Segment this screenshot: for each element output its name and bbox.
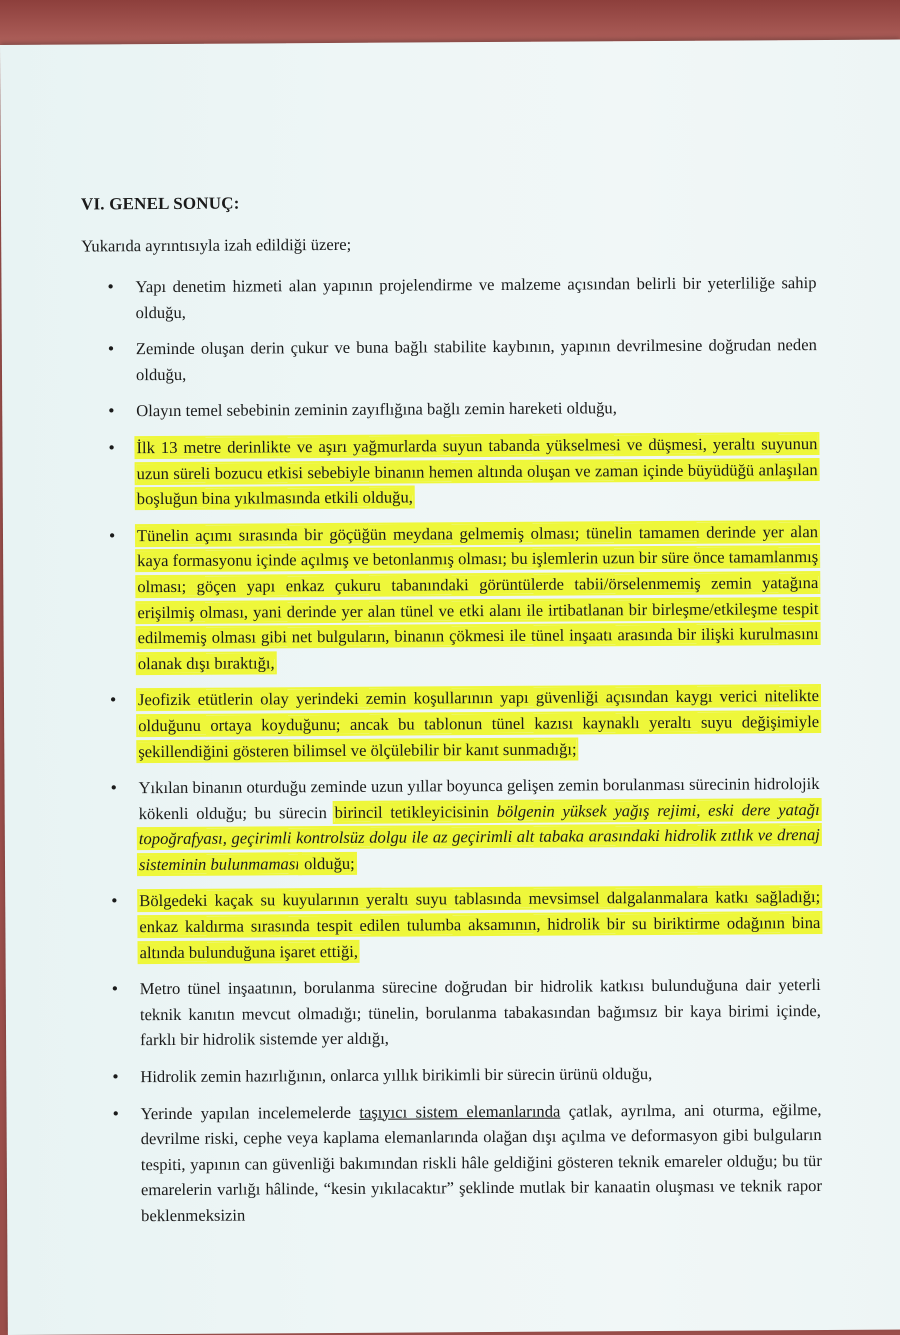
item-text: Hidrolik zemin hazırlığının, onlarca yıllık birikimli bir sürecin ürünü olduğu, — [140, 1064, 653, 1087]
bullet-icon: • — [108, 525, 116, 546]
list-item — [86, 1097, 822, 1229]
item-text: Metro tünel inşaatının, borulanma sürecine doğrudan bir hidrolik katkısı bulunduğuna dair yeterli teknik kanıtın mevcut olmadığı; tünelin, borulanma tabakasından bağımsız bir kaya birimi içinde, farklı bir hidrolik sistemde yer aldığı, — [139, 975, 821, 1050]
item-text: Olayın temel sebebinin zeminin zayıflığına bağlı zemin hareketi olduğu, — [136, 398, 617, 421]
document-page — [0, 40, 900, 1335]
bullet-icon: • — [107, 338, 115, 359]
highlighted-text: Jeofizik etütlerin olay yerindeki zemin koşullarının yapı güvenliği açısından kaygı verici nitelikte olduğunu ortaya koyduğunu; ancak bu tablonun tünel kazısı kaynaklı yeraltı suyu değişimiyle şekillendiğini gösteren bilimsel ve ölçülebilir bir kanıt sunmadığı; — [137, 686, 820, 761]
list-item — [82, 431, 817, 512]
list-item — [83, 519, 819, 677]
list-item — [85, 884, 820, 965]
highlighted-text: Bölgedeki kaçak su kuyularının yeraltı suyu tablasında mevsimsel dalgalanmalara katkı sağladığı; enkaz kaldırma sırasında tespit edilen tulumba aksamının, hidrolik bir su biriktirme odağının bina altında bulunduğuna işaret ettiği, — [139, 887, 821, 962]
highlighted-text: Tünelin açımı sırasında bir göçüğün meydana gelmemiş olması; tünelin tamamen derinde yer alan kaya formasyonu içinde açılmış ve betonlanmış olması; bu işlemlerin uzun bir süre önce tamamlanmış olması; göçen yapı enkaz çukuru tabanındaki görüntülerde tabii/örselenmemiş zemin yatağına erişilmiş olması, yani derinde yer alan tünel ve etki alanı ile irtibatlanan bir birleşme/etkileşme tespit edilmemiş olması gibi net bulguların, binanın çökmesi ile tünel inşaatı arasında bir ilişki kurulmasını olanak dışı bıraktığı, — [136, 521, 819, 673]
highlighted-text: olduğu; — [299, 853, 355, 874]
item-text: Zeminde oluşan derin çukur ve buna bağlı stabilite kaybının, yapının devrilmesine doğrudan neden olduğu, — [135, 335, 817, 384]
item-text: Yerinde yapılan incelemelerde — [140, 1102, 360, 1123]
section-heading: VI. GENEL SONUÇ: — [80, 193, 240, 214]
list-item — [86, 972, 821, 1053]
bullet-icon: • — [108, 400, 115, 421]
highlighted-text: birincil tetikleyicisinin — [334, 801, 497, 822]
highlighted-italic-text: bölgenin yüksek yağış rejimi, eski dere yatağı topoğrafyası, geçirimli kontrolsüz dolgu ile az geçirimli alt tabaka arasındaki hidrolik zıtlık ve drenaj sisteminin bulunmaması — [138, 799, 820, 875]
list-item — [86, 1060, 821, 1090]
bullet-icon: • — [110, 777, 117, 798]
bullet-icon: • — [109, 689, 117, 710]
bullet-icon: • — [108, 437, 115, 458]
item-text: çatlak, ayrılma, ani oturma, eğilme, devrilme riski, cephe veya kaplama elemanlarında olağan dışı açılma ve deformasyon gibi bulguların tespiti, yapının can güvenliği bakımından riskli hâle geldiğini gösteren teknik emareler olduğu; bu tür emarelerin varlığı hâlinde, “kesin yıkılacaktır” şeklinde mutlak bir kanaatin oluşması ve teknik rapor beklenmeksizin — [140, 1099, 823, 1226]
highlighted-text: İlk 13 metre derinlikte ve aşırı yağmurlarda suyun tabanda yükselmesi ve düşmesi, yeraltı suyunun uzun süreli bozucu etkisi sebebiyle binanın hemen altında oluşan ve zaman içinde büyüdüğü anlaşılan boşluğun bina yıkılmasında etkili olduğu, — [136, 433, 818, 509]
list-item — [84, 683, 819, 764]
bullet-icon: • — [111, 978, 119, 999]
underlined-text: taşıyıcı sistem elemanlarında — [359, 1101, 561, 1122]
list-item — [81, 270, 816, 326]
list-item — [84, 771, 820, 878]
intro-text: Yukarıda ayrıntısıyla izah edildiği üzere; — [81, 234, 352, 256]
bullet-icon: • — [111, 890, 118, 911]
bullet-icon: • — [107, 276, 114, 297]
item-text: Yıkılan binanın oturduğu zeminde uzun yıllar boyunca gelişen zemin borulanması sürecinin hidrolojik kökenli olduğu; bu sürecin — [138, 774, 820, 823]
bullet-icon: • — [112, 1102, 119, 1123]
document-content — [81, 190, 822, 1240]
bullet-icon: • — [112, 1066, 119, 1087]
list-item — [82, 394, 817, 424]
item-text: Yapı denetim hizmeti alan yapının projelendirme ve malzeme açısından belirli bir yeterliliğe sahip olduğu, — [135, 273, 817, 322]
conclusion-list — [81, 270, 822, 1229]
list-item — [82, 332, 817, 388]
